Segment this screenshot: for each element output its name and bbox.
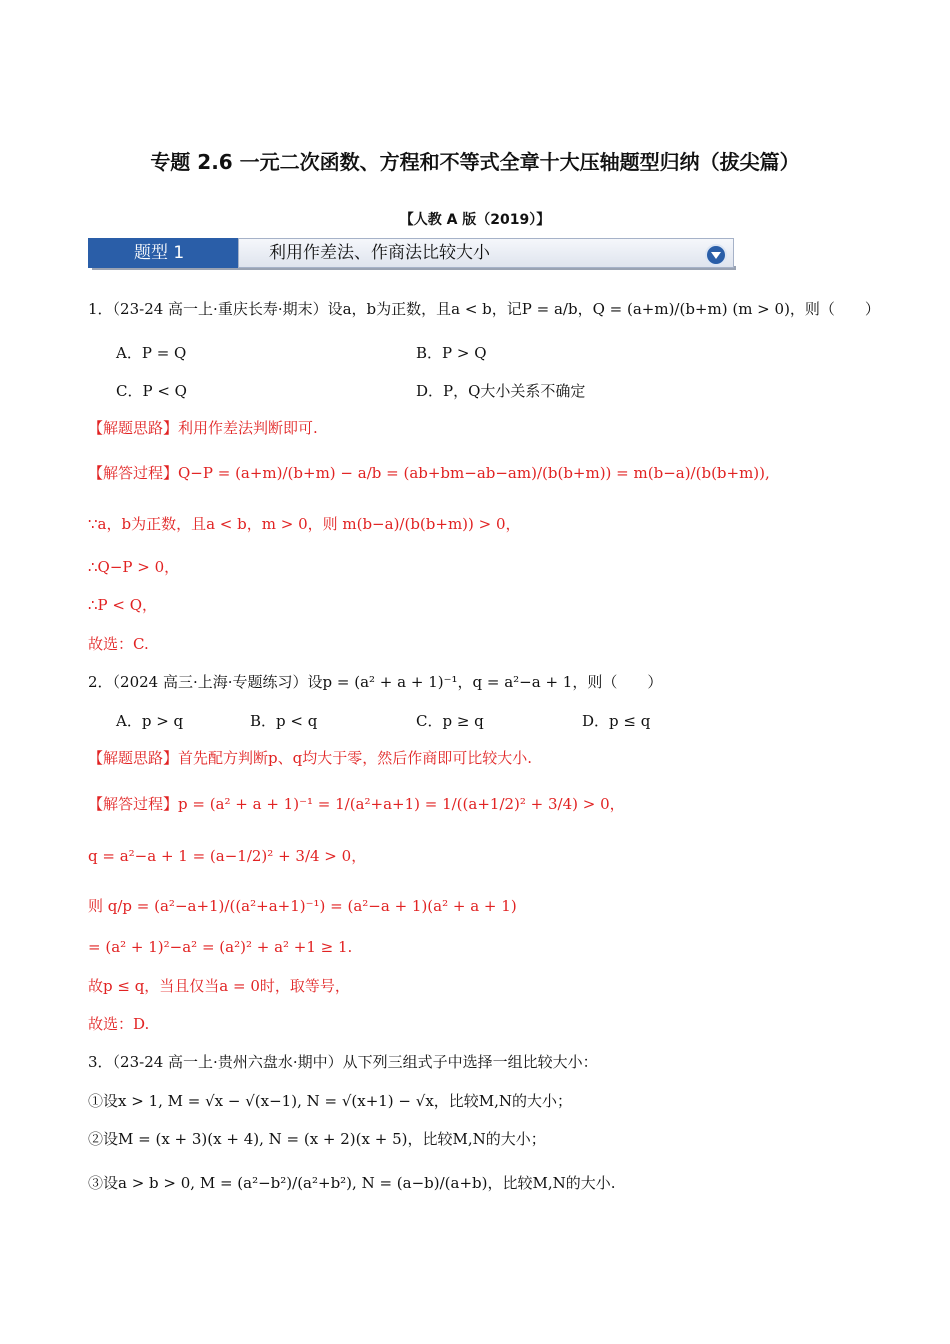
q1-step-2: ∵a，b为正数，且a < b，m > 0，则 m(b−a)/(b(b+m)) > 0，	[88, 515, 521, 533]
q1-stem: 1．（23-24 高一上·重庆长寿·期末）设a，b为正数，且a < b，记P = a/b，Q = (a+m)/(b+m) (m > 0)，则（ ）	[88, 300, 880, 318]
q2-step-6: 故选：D.	[88, 1015, 150, 1033]
q1-step-5: 故选：C.	[88, 635, 149, 653]
q3-item-3: ③设a > b > 0, M = (a²−b²)/(a²+b²), N = (a−b)/(a+b)，比较M,N的大小.	[88, 1174, 616, 1192]
q2-option-d: D．p ≤ q	[582, 712, 651, 730]
q2-stem: 2．（2024 高三·上海·专题练习）设p = (a² + a + 1)⁻¹，q = a²−a + 1，则（ ）	[88, 673, 663, 691]
q1-option-a: A．P = Q	[116, 344, 187, 362]
q2-step-5: 故p ≤ q，当且仅当a = 0时，取等号，	[88, 977, 350, 995]
q2-option-c: C．p ≥ q	[416, 712, 484, 730]
q1-option-d: D．P，Q大小关系不确定	[416, 382, 586, 400]
q2-step-4: = (a² + 1)²−a² = (a²)² + a² +1 ≥ 1.	[88, 938, 353, 956]
banner-label: 利用作差法、作商法比较大小	[269, 243, 490, 263]
q2-option-a: A．p > q	[116, 712, 184, 730]
q3-item-1: ①设x > 1, M = √x − √(x−1), N = √(x+1) − √x，比较M,N的大小；	[88, 1092, 573, 1110]
q1-idea: 【解题思路】利用作差法判断即可.	[88, 419, 318, 437]
q2-step-1: 【解答过程】p = (a² + a + 1)⁻¹ = 1/(a²+a+1) = 1/((a+1/2)² + 3/4) > 0，	[88, 795, 625, 813]
q1-step-3: ∴Q−P > 0，	[88, 558, 180, 576]
q1-option-c: C．P < Q	[116, 382, 187, 400]
q1-step-4: ∴P < Q，	[88, 596, 158, 614]
q1-option-b: B．P > Q	[416, 344, 487, 362]
chevron-down-icon	[705, 244, 727, 266]
banner-label-box	[238, 238, 734, 268]
q3-item-2: ②设M = (x + 3)(x + 4), N = (x + 2)(x + 5)，比较M,N的大小；	[88, 1130, 546, 1148]
q3-stem: 3．（23-24 高一上·贵州六盘水·期中）从下列三组式子中选择一组比较大小：	[88, 1053, 598, 1071]
q1-step-1: 【解答过程】Q−P = (a+m)/(b+m) − a/b = (ab+bm−ab−am)/(b(b+m)) = m(b−a)/(b(b+m)),	[88, 464, 770, 482]
q2-step-3: 则 q/p = (a²−a+1)/((a²+a+1)⁻¹) = (a²−a + 1)(a² + a + 1)	[88, 897, 517, 915]
banner-tag: 题型 1	[88, 238, 238, 268]
edition-label: 【人教 A 版（2019）】	[399, 212, 551, 228]
q2-option-b: B．p < q	[250, 712, 318, 730]
page-title: 专题 2.6 一元二次函数、方程和不等式全章十大压轴题型归纳（拔尖篇）	[150, 150, 800, 174]
section-banner	[88, 236, 736, 272]
q2-idea: 【解题思路】首先配方判断p、q均大于零，然后作商即可比较大小.	[88, 749, 532, 767]
q2-step-2: q = a²−a + 1 = (a−1/2)² + 3/4 > 0，	[88, 847, 367, 865]
